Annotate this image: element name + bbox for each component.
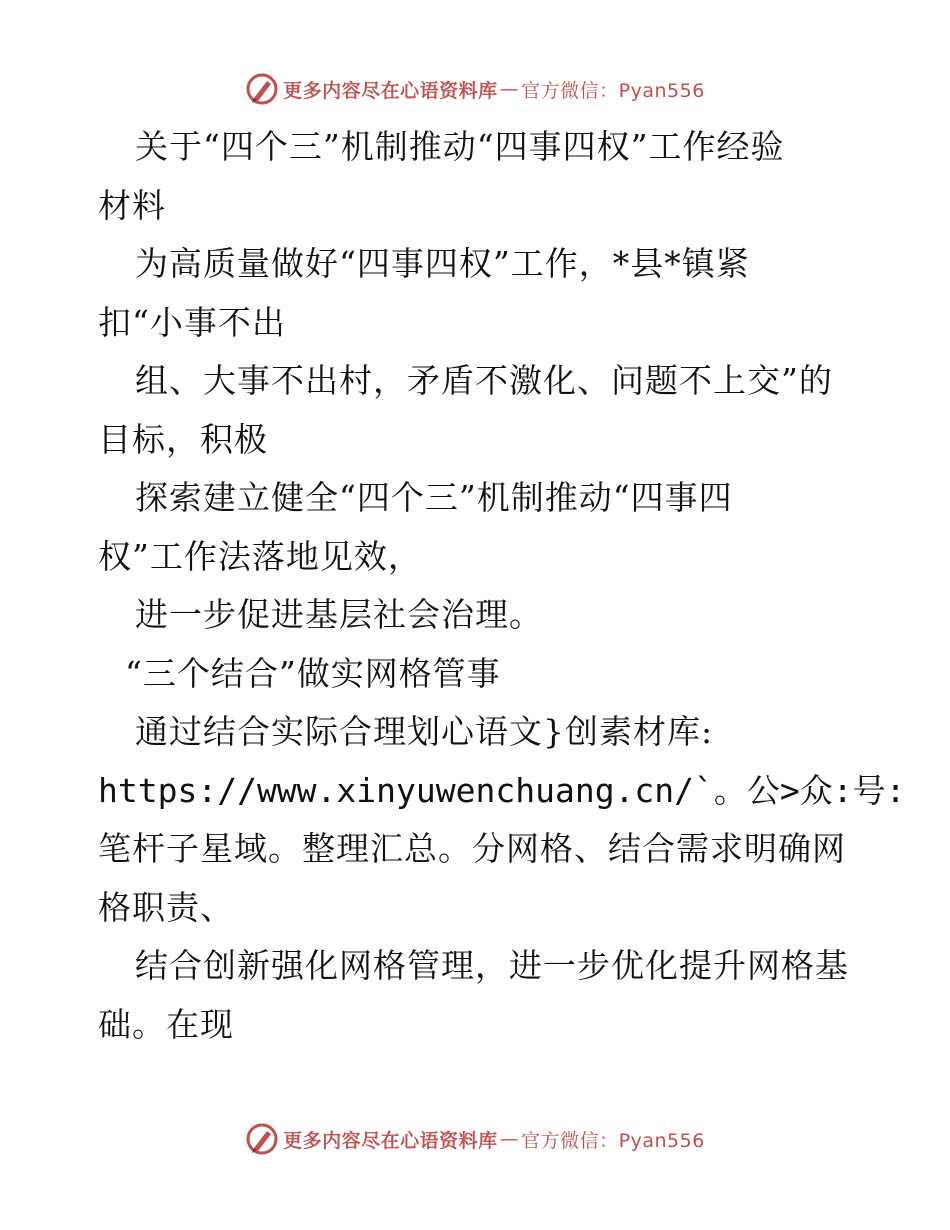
watermark-contact: 官方微信：Pyan556: [521, 79, 705, 102]
header-watermark: [0, 72, 950, 106]
paragraph-line: 笔杆子星域。整理汇总。分网格、结合需求明确网: [98, 829, 846, 868]
pen-logo-icon: [245, 1122, 279, 1156]
watermark-text: 更多内容尽在心语资料库: [283, 1129, 498, 1152]
paragraph-line: 探索建立健全“四个三”机制推动“四事四: [135, 478, 733, 517]
paragraph-line: 组、大事不出村，矛盾不激化、问题不上交”的: [135, 361, 833, 400]
paragraph-line: 扣“小事不出: [98, 302, 286, 342]
paragraph-line: 通过结合实际合理划心语文}创素材库:: [135, 712, 714, 751]
title-line-1: 关于“四个三”机制推动“四事四权”工作经验: [135, 127, 785, 166]
section-heading: “三个结合”做实网格管事: [125, 653, 501, 693]
paragraph-line: 权”工作法落地见效，: [98, 536, 422, 576]
footer-watermark: [0, 1122, 950, 1156]
watermark-contact: 官方微信：Pyan556: [521, 1129, 705, 1152]
url-line: https://www.xinyuwenchuang.cn/`。公>众:号:: [98, 770, 906, 810]
paragraph-line: 础。在现: [98, 1004, 234, 1044]
paragraph-line: 为高质量做好“四事四权”工作，*县*镇紧: [135, 244, 750, 283]
title-line-2: 材料: [98, 185, 166, 225]
document-body: [98, 118, 906, 1054]
paragraph-line: 结合创新强化网格管理，进一步优化提升网格基: [135, 946, 849, 985]
watermark-separator: —: [499, 1128, 520, 1150]
watermark-separator: —: [499, 78, 520, 100]
paragraph-line: 目标，积极: [98, 419, 268, 459]
paragraph-line: 格职责、: [98, 887, 234, 927]
paragraph-line: 进一步促进基层社会治理。: [135, 595, 543, 634]
watermark-text: 更多内容尽在心语资料库: [283, 79, 498, 102]
pen-logo-icon: [245, 72, 279, 106]
